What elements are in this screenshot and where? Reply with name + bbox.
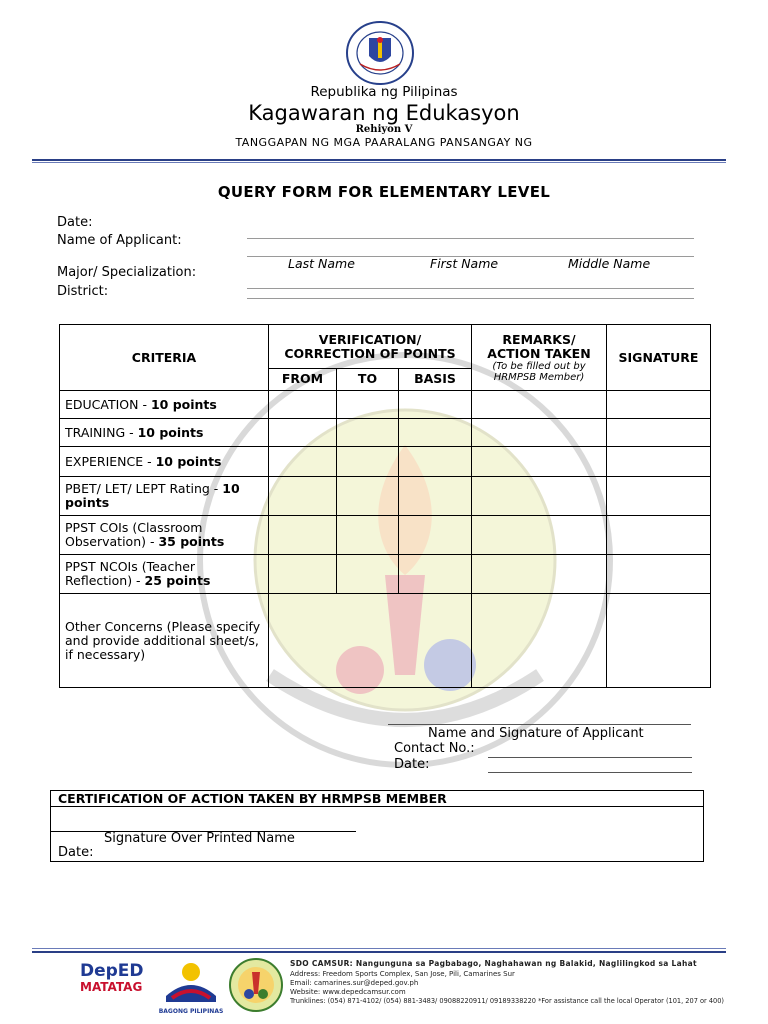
row-ppst-ncoi-label: PPST NCOIs (Teacher Reflection) - 25 points	[60, 555, 269, 594]
bagong-pilipinas-icon	[158, 958, 224, 1004]
row-experience-label: EXPERIENCE - 10 points	[60, 447, 269, 477]
deped-matatag-logo	[80, 962, 160, 1008]
row-pbet-label: PBET/ LET/ LEPT Rating - 10 points	[60, 477, 269, 516]
criteria-table	[59, 324, 711, 688]
major-label: Major/ Specialization:	[57, 265, 197, 280]
table-row	[60, 447, 711, 477]
district-label: District:	[57, 284, 109, 299]
applicant-signature-label: Name and Signature of Applicant	[428, 726, 644, 741]
office-line: TANGGAPAN NG MGA PAARALANG PANSANGAY NG	[235, 136, 533, 149]
table-row	[60, 391, 711, 419]
remarks-note: (To be filled out by HRMPSB Member)	[492, 360, 586, 383]
footer-email: Email: camarines.sur@deped.gov.ph	[290, 979, 419, 987]
table-row	[60, 555, 711, 594]
remarks-title: REMARKS/ ACTION TAKEN	[487, 331, 591, 361]
header-signature: SIGNATURE	[607, 325, 711, 391]
table-row	[60, 516, 711, 555]
header-criteria: CRITERIA	[60, 325, 269, 391]
header-verification: VERIFICATION/ CORRECTION OF POINTS	[269, 325, 472, 369]
header-basis: BASIS	[399, 369, 472, 391]
major-line	[247, 288, 694, 289]
bagong-pilipinas-text: BAGONG PILIPINAS	[158, 1008, 224, 1015]
deped-seal-icon	[342, 20, 418, 86]
cert-signature-label: Signature Over Printed Name	[104, 831, 295, 846]
department-name: Kagawaran ng Edukasyon	[248, 101, 520, 125]
republic-line: Republika ng Pilipinas	[310, 84, 458, 100]
middle-name-caption: Middle Name	[568, 256, 651, 271]
footer-motto: SDO CAMSUR: Nangunguna sa Pagbabago, Naghahawan ng Balakid, Naglilingkod sa Lahat	[290, 959, 697, 968]
cert-divider	[51, 806, 703, 807]
table-row	[60, 419, 711, 447]
bagong-pilipinas-logo	[158, 958, 224, 1016]
certification-box	[50, 790, 704, 862]
applicant-date-label: Date:	[394, 757, 430, 772]
first-name-caption: First Name	[430, 256, 499, 271]
footer-trunklines: Trunklines: (054) 871-4102/ (054) 881-3483/ 09088220911/ 09189338220 *For assistance call the local Operator (101, 207 or 400)	[290, 997, 724, 1005]
header-to: TO	[337, 369, 399, 391]
region-line: Rehiyon V	[355, 124, 413, 135]
row-ppst-coi-label: PPST COIs (Classroom Observation) - 35 points	[60, 516, 269, 555]
table-row	[60, 477, 711, 516]
date-label: Date:	[57, 215, 93, 230]
last-name-caption: Last Name	[288, 256, 355, 271]
form-title: QUERY FORM FOR ELEMENTARY LEVEL	[217, 183, 551, 201]
district-line	[247, 298, 694, 299]
header-from: FROM	[269, 369, 337, 391]
applicant-date-line	[488, 772, 692, 773]
deped-logo-text: DepED	[80, 961, 144, 981]
footer-rule	[32, 951, 726, 953]
name-line-1	[247, 238, 694, 239]
applicant-name-label: Name of Applicant:	[57, 233, 182, 248]
footer-website: Website: www.depedcamsur.com	[290, 988, 406, 996]
header-remarks	[472, 325, 607, 391]
footer-rule-thin	[32, 948, 726, 949]
row-other-concerns-label: Other Concerns (Please specify and provide additional sheet/s, if necessary)	[60, 594, 269, 688]
table-row	[60, 594, 711, 688]
row-education-label: EDUCATION - 10 points	[60, 391, 269, 419]
row-training-label: TRAINING - 10 points	[60, 419, 269, 447]
header-rule	[32, 159, 726, 161]
contact-line	[488, 757, 692, 758]
footer-address: Address: Freedom Sports Complex, San Jose, Pili, Camarines Sur	[290, 970, 515, 978]
cert-date-label: Date:	[58, 845, 94, 860]
header-rule-thin	[32, 162, 726, 163]
contact-label: Contact No.:	[394, 741, 475, 756]
certification-title: CERTIFICATION OF ACTION TAKEN BY HRMPSB MEMBER	[58, 791, 447, 806]
applicant-signature-line	[388, 724, 691, 725]
matatag-logo-text: MATATAG	[80, 980, 143, 994]
sdo-camsur-seal-icon	[228, 958, 284, 1012]
